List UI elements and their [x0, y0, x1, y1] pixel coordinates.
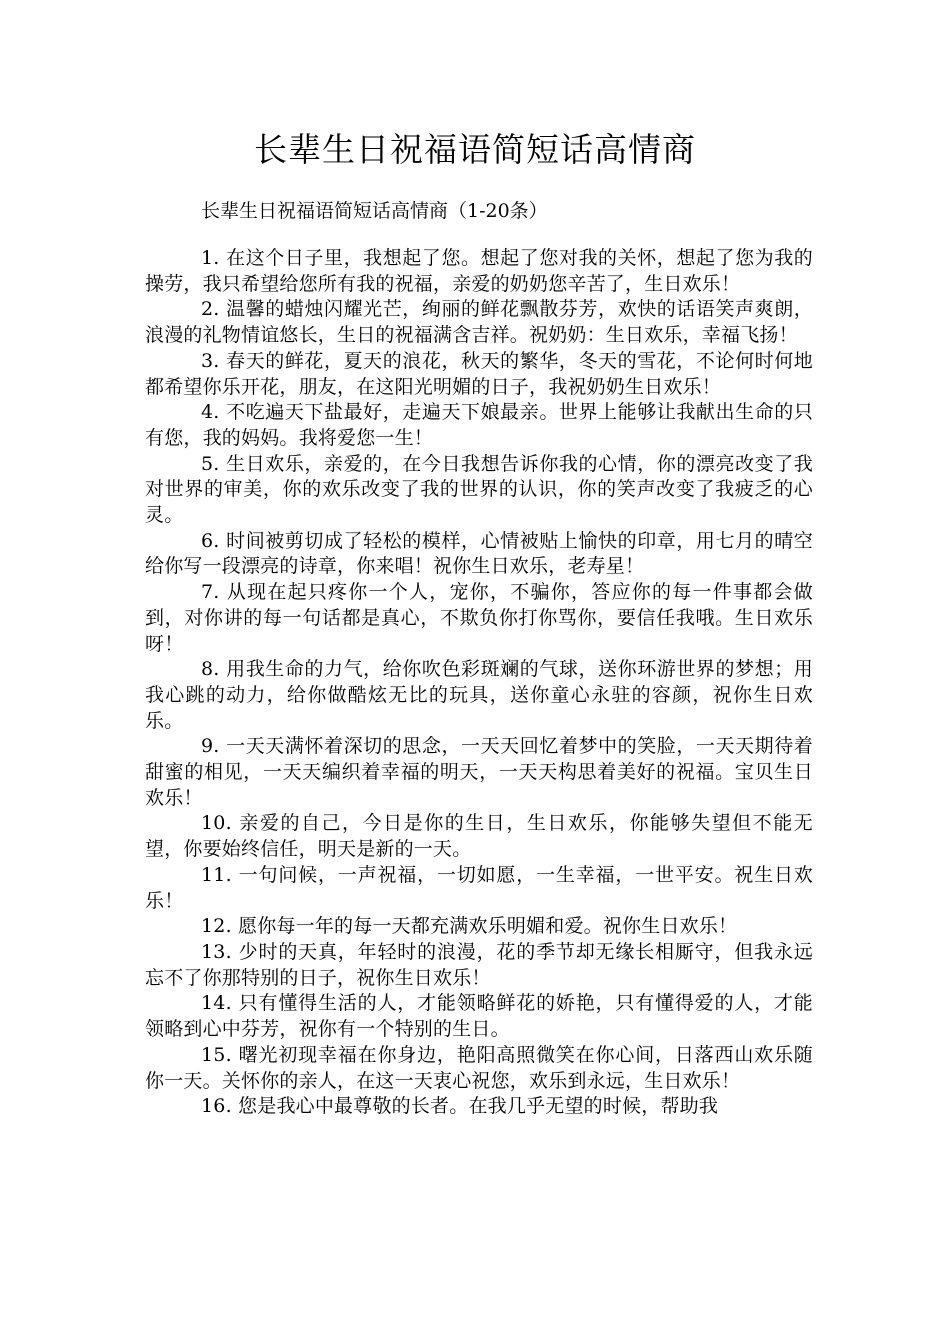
list-item: 1. 在这个日子里，我想起了您。想起了您对我的关怀，想起了您为我的操劳，我只希望给您所有我的祝福，亲爱的奶奶您辛苦了，生日欢乐！: [145, 247, 813, 295]
list-item: 14. 只有懂得生活的人，才能领略鲜花的娇艳，只有懂得爱的人，才能领略到心中芬芳，祝你有一个特别的生日。: [145, 992, 813, 1041]
list-item: 6. 时间被剪切成了轻松的模样，心情被贴上愉快的印章，用七月的晴空给你写一段漂亮的诗章，你来唱！祝你生日欢乐，老寿星！: [145, 529, 813, 578]
document-subtitle: 长辈生日祝福语简短话高情商（1-20条）: [201, 200, 548, 222]
blessing-list: [145, 246, 813, 1120]
list-item: 3. 春天的鲜花，夏天的浪花，秋天的繁华，冬天的雪花，不论何时何地都希望你乐开花，朋友，在这阳光明媚的日子，我祝奶奶生日欢乐！: [145, 349, 813, 398]
document-title: 长辈生日祝福语简短话高情商: [254, 130, 696, 169]
list-item: 10. 亲爱的自己，今日是你的生日，生日欢乐，你能够失望但不能无望，你要始终信任，明天是新的一天。: [145, 812, 813, 861]
list-item: 13. 少时的天真，年轻时的浪漫，花的季节却无缘长相厮守，但我永远忘不了你那特别的日子，祝你生日欢乐！: [145, 940, 813, 989]
list-item: 15. 曙光初现幸福在你身边，艳阳高照微笑在你心间，日落西山欢乐随你一天。关怀你的亲人，在这一天衷心祝您，欢乐到永远，生日欢乐！: [145, 1043, 813, 1092]
list-item: 12. 愿你每一年的每一天都充满欢乐明媚和爱。祝你生日欢乐！: [201, 915, 738, 938]
list-item: 11. 一句问候，一声祝福，一切如愿，一生幸福，一世平安。祝生日欢乐！: [145, 863, 813, 912]
list-item: 16. 您是我心中最尊敬的长者。在我几乎无望的时候，帮助我: [201, 1095, 719, 1118]
list-item: 2. 温馨的蜡烛闪耀光芒，绚丽的鲜花飘散芬芳，欢快的话语笑声爽朗，浪漫的礼物情谊悠长，生日的祝福满含吉祥。祝奶奶：生日欢乐，幸福飞扬！: [145, 298, 813, 347]
list-item: 7. 从现在起只疼你一个人，宠你，不骗你，答应你的每一件事都会做到，对你讲的每一句话都是真心，不欺负你打你骂你，要信任我哦。生日欢乐呀！: [145, 581, 813, 655]
list-item: 8. 用我生命的力气，给你吹色彩斑斓的气球，送你环游世界的梦想；用我心跳的动力，给你做酷炫无比的玩具，送你童心永驻的容颜，祝你生日欢乐。: [145, 658, 813, 732]
list-item: 5. 生日欢乐，亲爱的，在今日我想告诉你我的心情，你的漂亮改变了我对世界的审美，你的欢乐改变了我的世界的认识，你的笑声改变了我疲乏的心灵。: [145, 452, 813, 527]
list-item: 9. 一天天满怀着深切的思念，一天天回忆着梦中的笑脸，一天天期待着甜蜜的相见，一天天编织着幸福的明天，一天天构思着美好的祝福。宝贝生日欢乐！: [145, 735, 813, 809]
list-item: 4. 不吃遍天下盐最好，走遍天下娘最亲。世界上能够让我献出生命的只有您，我的妈妈。我将爱您一生！: [145, 401, 813, 449]
